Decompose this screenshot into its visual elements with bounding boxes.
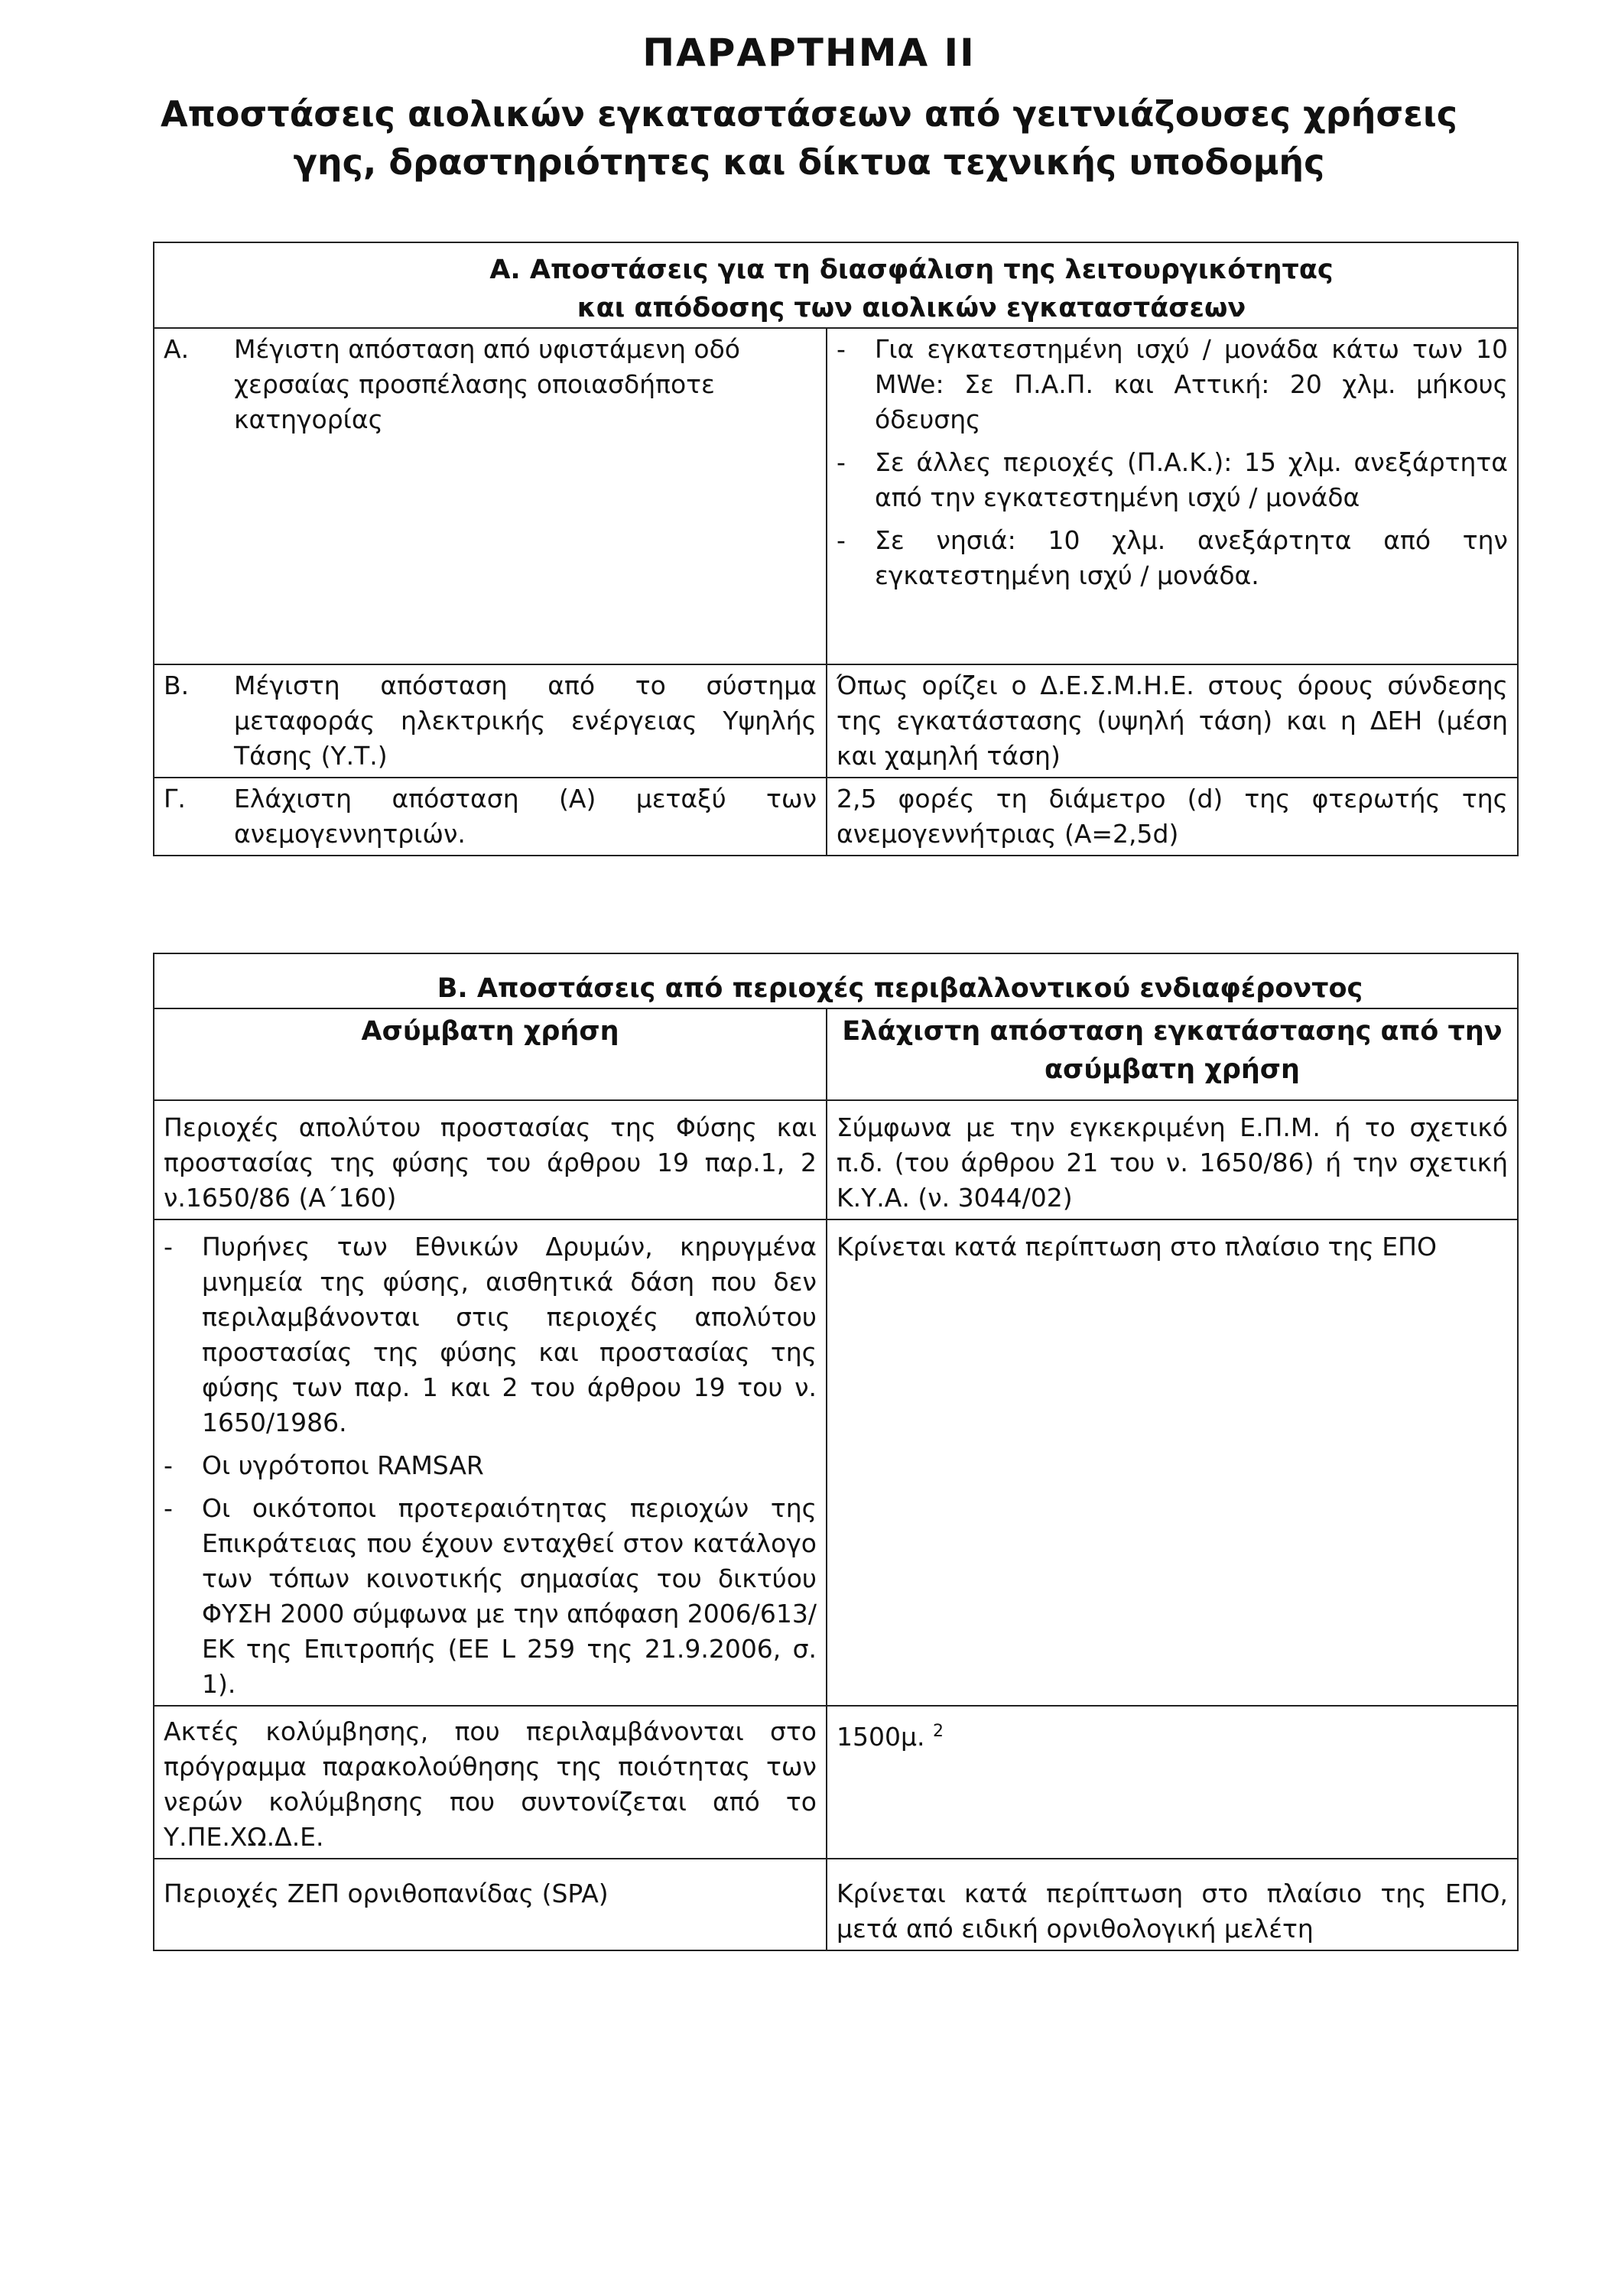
table-row — [154, 328, 1518, 664]
section-a-title — [154, 242, 1518, 328]
use-cell: Περιοχές ΖΕΠ ορνιθοπανίδας (SPA) — [154, 1859, 827, 1950]
column-header-row — [154, 1008, 1518, 1100]
table-row — [154, 664, 1518, 778]
table-section-b — [153, 953, 1519, 1951]
row-b-value-cell: Όπως ορίζει ο Δ.Ε.Σ.Μ.Η.Ε. στους όρους σύνδεσης της εγκατάστασης (υψηλή τάση) και η ΔΕΗ (μέση και χαμηλή τάση) — [827, 664, 1518, 778]
list-item: - Σε άλλες περιοχές (Π.Α.Κ.): 15 χλμ. ανεξάρτητα από την εγκατεστημένη ισχύ / μονάδα — [837, 447, 1508, 512]
section-b-header-row — [154, 953, 1518, 1008]
list-item: - Οι οικότοποι προτεραιότητας περιοχών της Επικράτειας που έχουν ενταχθεί στον κατάλογο των τόπων κοινοτικής σημασίας του δικτύου ΦΥΣΗ 2000 σύμφωνα με την απόφαση 2006/613/ΕΚ της Επιτροπής (ΕΕ L 259 της 21.9.2006, σ. 1). — [164, 1493, 817, 1699]
distance-cell — [827, 1706, 1518, 1859]
table-row — [154, 1859, 1518, 1950]
distance-cell: Κρίνεται κατά περίπτωση στο πλαίσιο της ΕΠΟ — [827, 1219, 1518, 1706]
row-b-label-cell — [154, 664, 827, 778]
list-item: - Σε νησιά: 10 χλμ. ανεξάρτητα από την εγκατεστημένη ισχύ / μονάδα. — [837, 525, 1508, 590]
list-item: - Οι υγρότοποι RAMSAR — [164, 1450, 484, 1480]
row-letter: Γ. — [164, 784, 186, 814]
row-label: Μέγιστη απόσταση από το σύστημα μεταφοράς ηλεκτρικής ενέργειας Υψηλής Τάσης (Υ.Τ.) — [234, 671, 817, 771]
section-a-title-line-2: και απόδοσης των αιολικών εγκαταστάσεων — [577, 293, 1246, 323]
table-section-a — [153, 242, 1519, 856]
row-letter: Β. — [164, 671, 190, 700]
list-item: - Πυρήνες των Εθνικών Δρυμών, κηρυγμένα μνημεία της φύσης, αισθητικά δάση που δεν περιλαμβάνονται στις περιοχές απολύτου προστασίας της φύσης και προστασίας της φύσης των παρ. 1 και 2 του άρθρου 19 του ν. 1650/1986. — [164, 1232, 817, 1437]
distance-value: 1500μ. — [837, 1722, 925, 1752]
distance-cell: Σύμφωνα με την εγκεκριμένη Ε.Π.Μ. ή το σχετικό π.δ. (του άρθρου 21 του ν. 1650/86) ή την σχετική Κ.Υ.Α. (ν. 3044/02) — [827, 1100, 1518, 1219]
document-title-line-1: Αποστάσεις αιολικών εγκαταστάσεων από γειτνιάζουσες χρήσεις — [160, 93, 1458, 135]
column-header-distance: Ελάχιστη απόσταση εγκατάστασης από την ασύμβατη χρήση — [827, 1008, 1518, 1100]
table-row — [154, 778, 1518, 856]
table-row — [154, 1219, 1518, 1706]
row-letter: Α. — [164, 334, 190, 364]
table-row — [154, 1100, 1518, 1219]
annex-title: ΠΑΡΑΡΤΗΜΑ ΙΙ — [642, 31, 976, 75]
footnote-marker: 2 — [932, 1722, 944, 1741]
row-a-value-cell — [827, 328, 1518, 664]
use-cell — [154, 1219, 827, 1706]
section-b-title: Β. Αποστάσεις από περιοχές περιβαλλοντικού ενδιαφέροντος — [154, 953, 1518, 1008]
row-c-value-cell: 2,5 φορές τη διάμετρο (d) της φτερωτής της ανεμογεννήτριας (Α=2,5d) — [827, 778, 1518, 856]
distance-cell: Κρίνεται κατά περίπτωση στο πλαίσιο της ΕΠΟ, μετά από ειδική ορνιθολογική μελέτη — [827, 1859, 1518, 1950]
table-row — [154, 1706, 1518, 1859]
section-a-header-row — [154, 242, 1518, 328]
section-a-title-line-1: Α. Αποστάσεις για τη διασφάλιση της λειτουργικότητας — [489, 255, 1334, 285]
row-label: Μέγιστη απόσταση από υφιστάμενη οδό χερσαίας προσπέλασης οποιασδήποτε κατηγορίας — [234, 334, 740, 434]
row-c-label-cell — [154, 778, 827, 856]
use-cell: Περιοχές απολύτου προστασίας της Φύσης και προστασίας της φύσης του άρθρου 19 παρ.1, 2 ν.1650/86 (Α΄160) — [154, 1100, 827, 1219]
use-cell: Ακτές κολύμβησης, που περιλαμβάνονται στο πρόγραμμα παρακολούθησης της ποιότητας των νερών κολύμβησης που συντονίζεται από το Υ.ΠΕ.ΧΩ.Δ.Ε. — [154, 1706, 827, 1859]
column-header-use: Ασύμβατη χρήση — [154, 1008, 827, 1100]
row-label: Ελάχιστη απόσταση (Α) μεταξύ των ανεμογεννητριών. — [234, 784, 817, 849]
document-title-line-2: γης, δραστηριότητες και δίκτυα τεχνικής υποδομής — [293, 141, 1325, 183]
list-item: - Για εγκατεστημένη ισχύ / μονάδα κάτω των 10 MWe: Σε Π.Α.Π. και Αττική: 20 χλμ. μήκους όδευσης — [837, 334, 1508, 434]
row-a-label-cell — [154, 328, 827, 664]
